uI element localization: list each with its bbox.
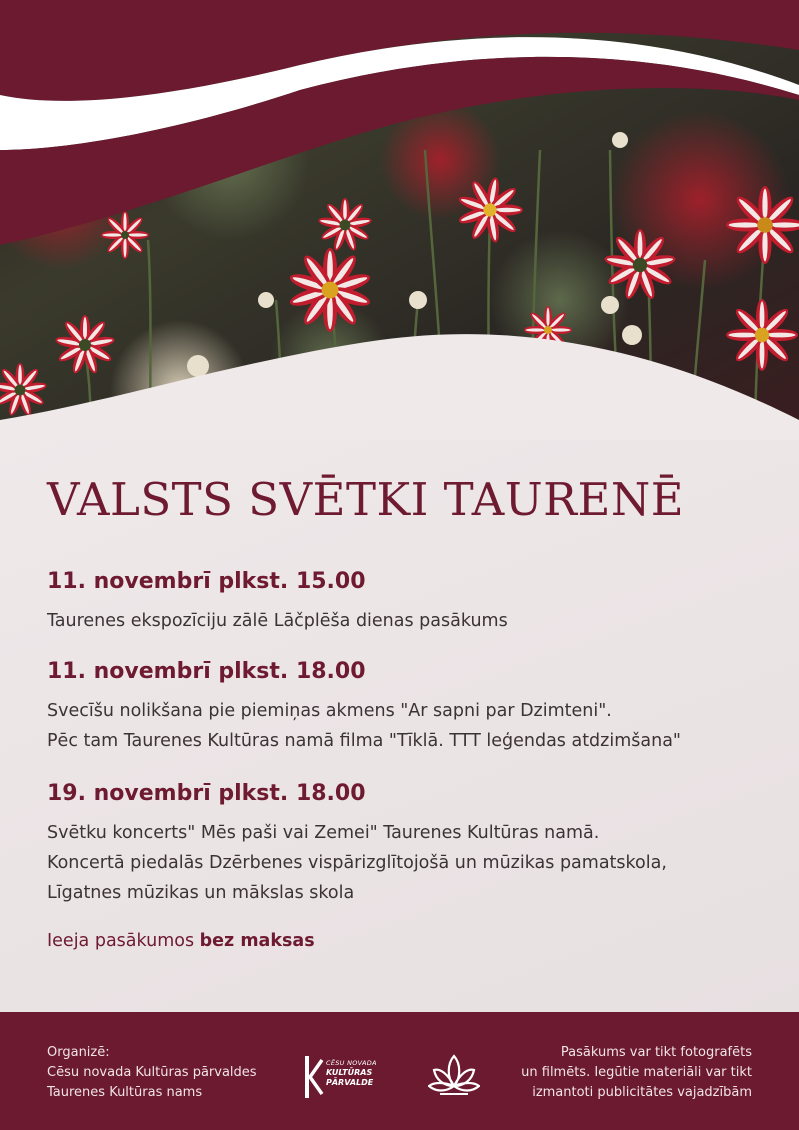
event-item — [47, 781, 767, 908]
event-description-line: Koncertā piedalās Dzērbenes vispārizglītojošā un mūzikas pamatskola, — [47, 853, 667, 873]
entry-text: Ieeja pasākumos — [47, 931, 200, 951]
page-title: VALSTS SVĒTKI TAURENĒ — [47, 473, 685, 526]
kulturas-parvalde-logo-icon — [304, 1054, 324, 1100]
dahlia-flowers-photo — [0, 0, 799, 440]
notice-line: un filmēts. Iegūtie materiāli var tikt — [521, 1065, 752, 1080]
event-item — [47, 569, 767, 636]
entry-info — [47, 931, 315, 951]
kulturas-parvalde-logo — [304, 1054, 394, 1100]
event-description — [47, 696, 767, 756]
logo-text — [326, 1058, 377, 1088]
event-description — [47, 606, 767, 636]
event-date: 11. novembrī plkst. 15.00 — [47, 569, 366, 594]
notice-line: Pasākums var tikt fotografēts — [560, 1045, 752, 1060]
organizer-label: Organizē: — [47, 1045, 110, 1060]
notice-line: izmantoti publicitātes vajadzībām — [532, 1085, 752, 1100]
logo-text-line: PĀRVALDE — [326, 1078, 374, 1087]
event-date: 11. novembrī plkst. 18.00 — [47, 659, 366, 684]
lotus-icon — [428, 1052, 480, 1098]
entry-free-label: bez maksas — [199, 931, 315, 951]
event-date: 19. novembrī plkst. 18.00 — [47, 781, 366, 806]
event-description-line: Svecīšu nolikšana pie piemiņas akmens "Ar sapni par Dzimteni". — [47, 701, 612, 721]
organizer-name: Taurenes Kultūras nams — [47, 1085, 203, 1100]
logo-text-line: CĒSU NOVADA — [326, 1059, 377, 1067]
event-description-line: Taurenes ekspozīciju zālē Lāčplēša dienas pasākums — [47, 611, 508, 631]
event-item — [47, 659, 767, 756]
publicity-notice — [521, 1043, 752, 1103]
organizers — [47, 1043, 257, 1103]
event-description — [47, 818, 767, 908]
organizer-name: Cēsu novada Kultūras pārvaldes — [47, 1065, 257, 1080]
logo-text-line: KULTŪRAS — [326, 1068, 373, 1077]
event-description-line: Pēc tam Taurenes Kultūras namā filma "Tīklā. TTT leģendas atdzimšana" — [47, 731, 681, 751]
footer — [0, 1012, 799, 1130]
event-description-line: Svētku koncerts" Mēs paši vai Zemei" Taurenes Kultūras namā. — [47, 823, 600, 843]
event-description-line: Līgatnes mūzikas un mākslas skola — [47, 883, 355, 903]
